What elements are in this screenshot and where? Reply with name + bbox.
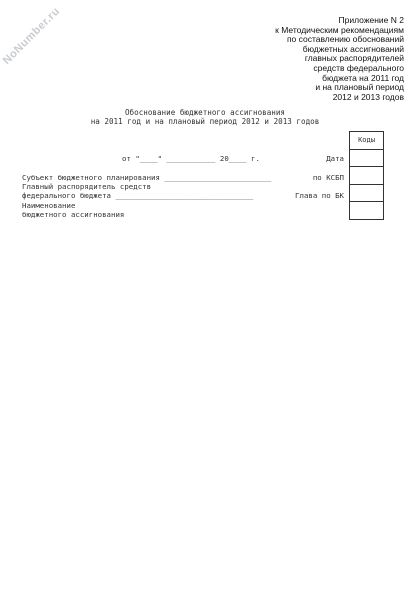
document-subtitle: на 2011 год и на плановый период 2012 и 2013 годов bbox=[90, 117, 320, 126]
code-cell-date bbox=[350, 149, 384, 167]
codes-header: Коды bbox=[350, 132, 384, 150]
appendix-line: средств федерального bbox=[313, 62, 404, 73]
ksbp-label: по КСБП bbox=[312, 173, 344, 182]
appendix-note bbox=[244, 16, 404, 102]
name-line-2: бюджетного ассигнования bbox=[22, 210, 125, 219]
code-cell-ksbp bbox=[350, 167, 384, 185]
code-cell-name bbox=[350, 202, 384, 220]
codes-table bbox=[349, 131, 384, 220]
appendix-line: бюджета на 2011 год bbox=[322, 72, 404, 83]
date-label: Дата bbox=[326, 154, 344, 163]
bk-label: Глава по БК bbox=[295, 191, 344, 200]
name-line-1: Наименование bbox=[22, 201, 76, 210]
appendix-line: главных распорядителей bbox=[304, 53, 404, 64]
appendix-line: к Методическим рекомендациям bbox=[275, 24, 404, 35]
manager-line-1: Главный распорядитель средств bbox=[22, 182, 152, 191]
appendix-line: бюджетных ассигнований bbox=[302, 43, 404, 54]
subject-line: Субъект бюджетного планирования ________________________ bbox=[22, 173, 272, 182]
watermark: NoNumber.ru bbox=[0, 5, 63, 67]
appendix-line: Приложение N 2 bbox=[338, 15, 404, 25]
date-line: от "____" ___________ 20____ г. bbox=[122, 154, 260, 163]
code-cell-bk bbox=[350, 184, 384, 202]
appendix-line: 2012 и 2013 годов bbox=[332, 91, 404, 102]
appendix-line: и на плановый период bbox=[315, 82, 404, 93]
document-title: Обоснование бюджетного ассигнования bbox=[124, 108, 285, 117]
manager-line-2: федерального бюджета _______________________________ bbox=[22, 191, 254, 200]
appendix-line: по составлению обоснований bbox=[286, 34, 404, 45]
